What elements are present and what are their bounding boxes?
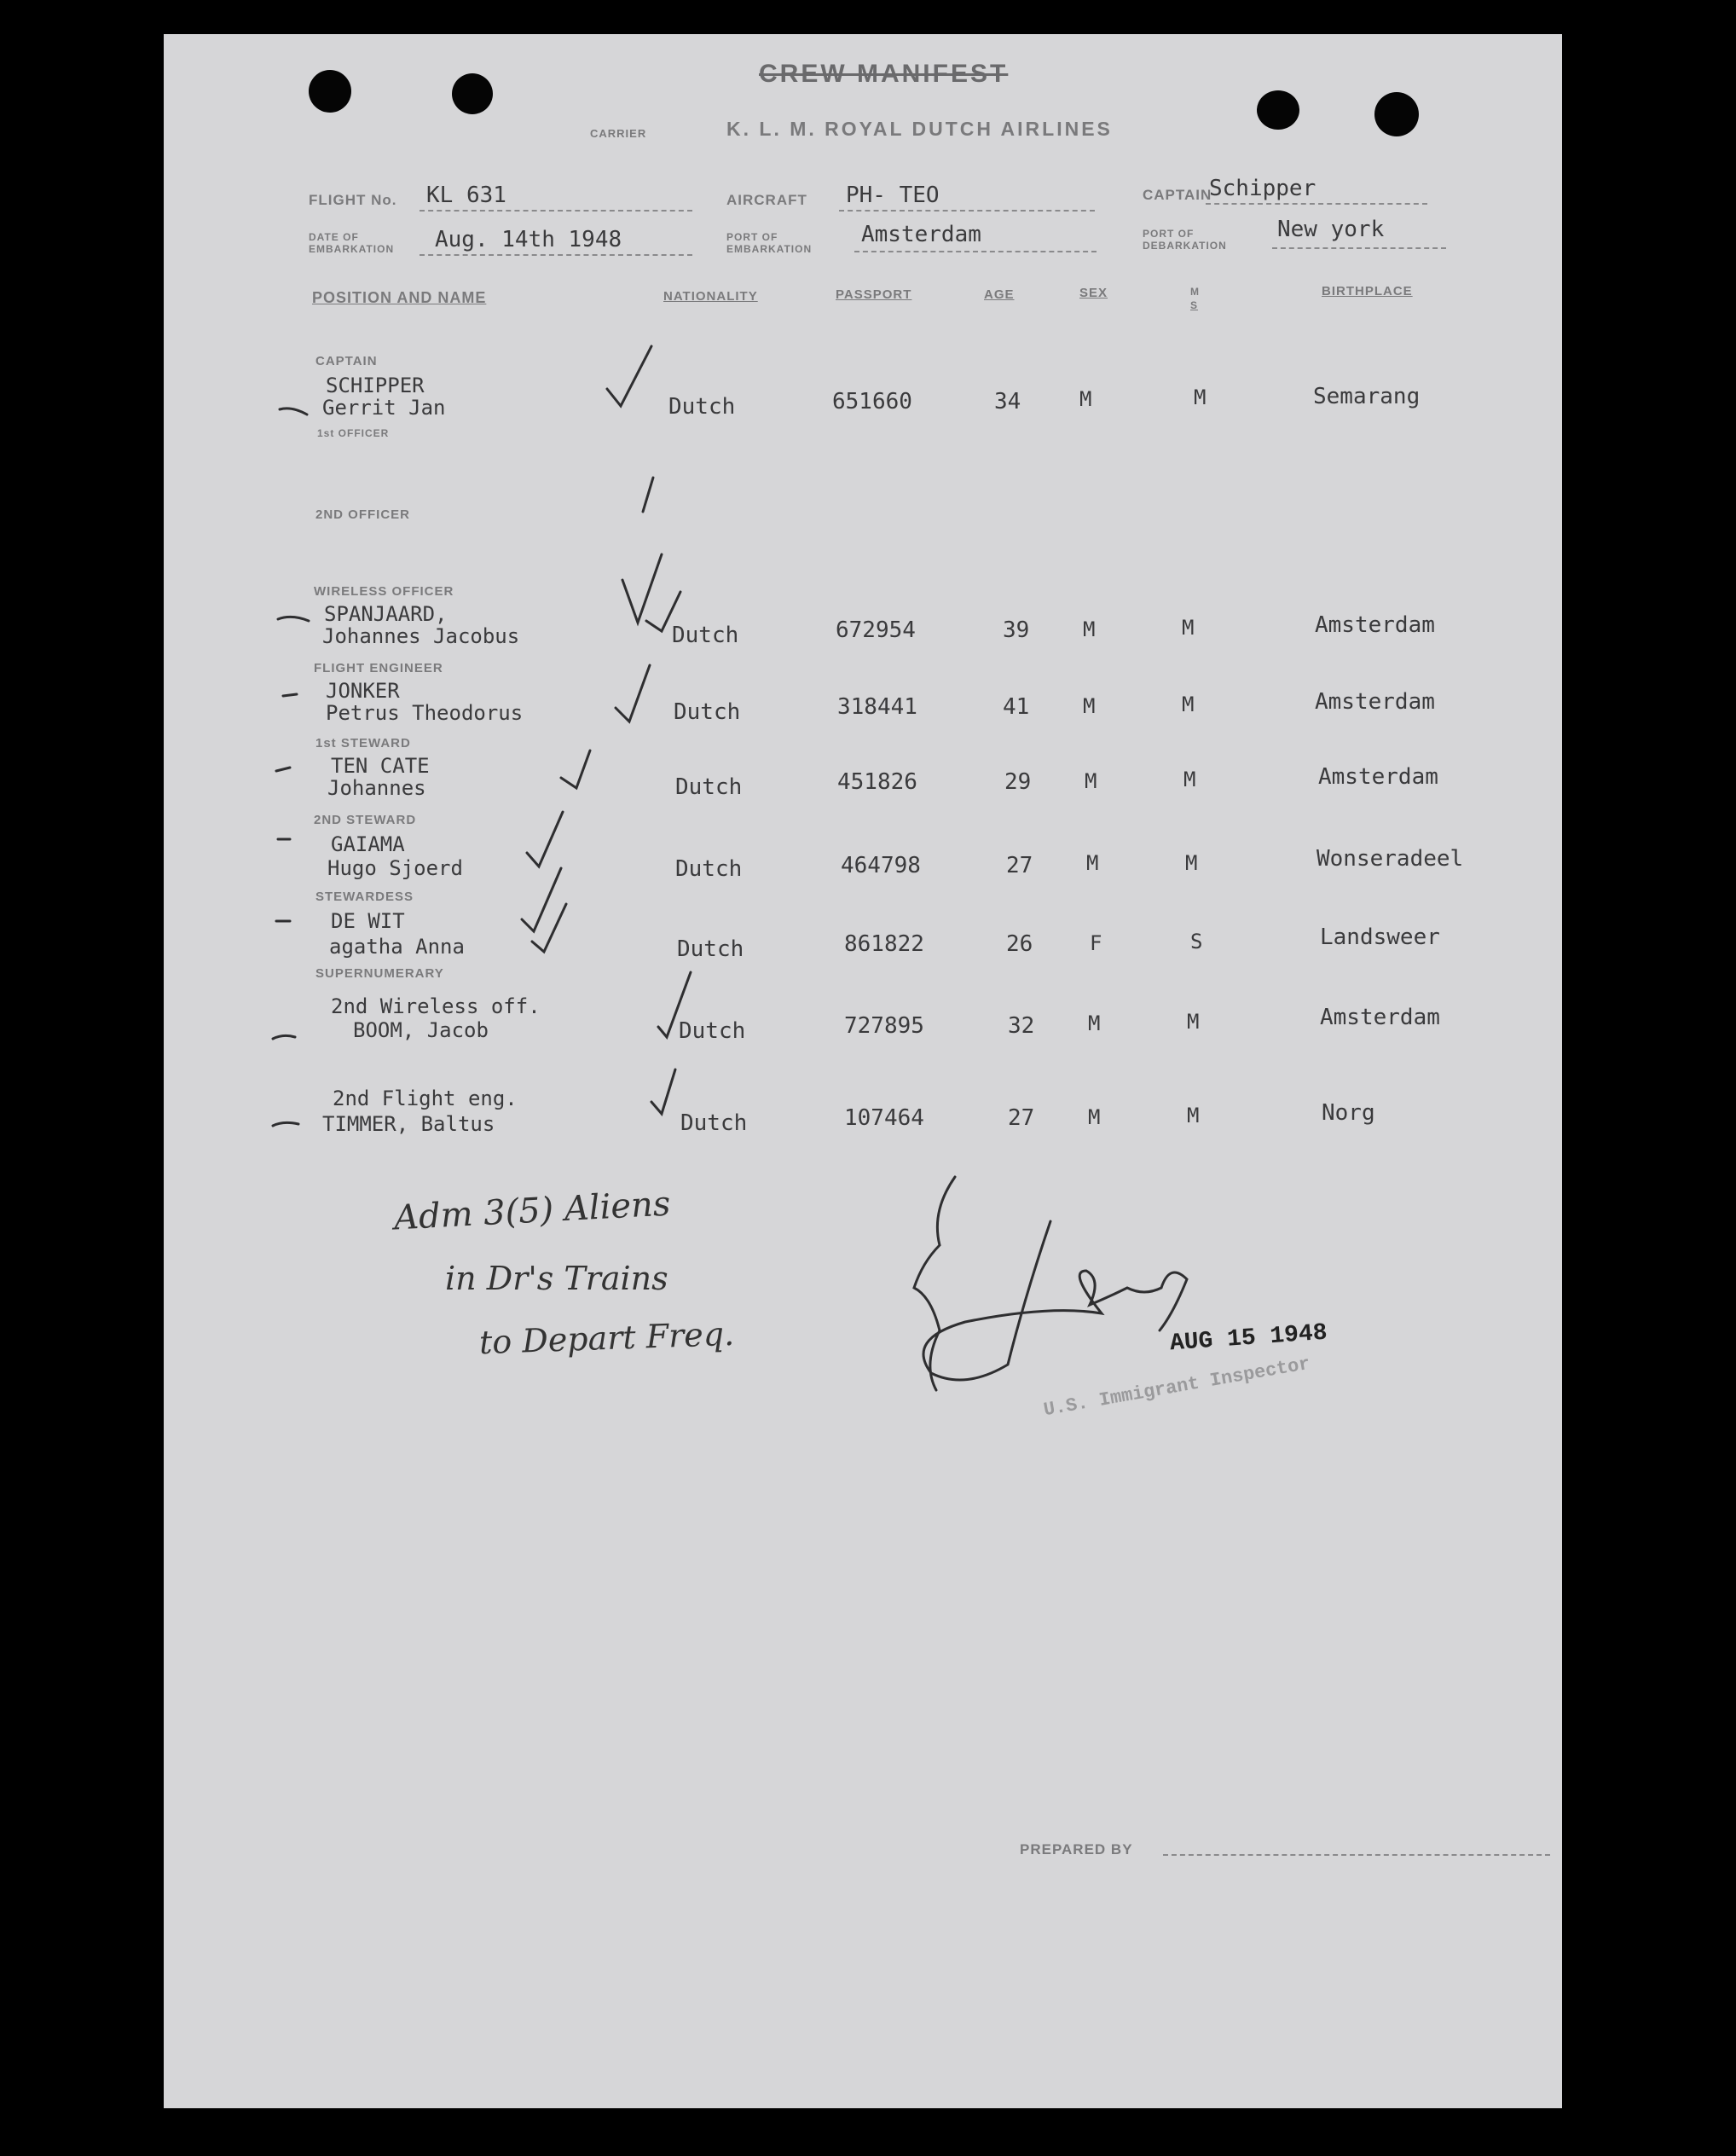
crew-passport: 464798 xyxy=(841,853,921,878)
crew-sex: M xyxy=(1085,769,1097,793)
crew-age: 27 xyxy=(1008,1105,1035,1131)
crew-sex: M xyxy=(1083,694,1096,718)
crew-birthplace: Wonseradeel xyxy=(1316,846,1464,872)
crew-passport: 672954 xyxy=(836,617,916,643)
crew-position: CAPTAIN xyxy=(315,354,378,368)
carrier-label: CARRIER xyxy=(590,127,647,140)
flight-value: KL 631 xyxy=(426,183,506,208)
crew-name-line2: Hugo Sjoerd xyxy=(327,856,463,880)
crew-position: FLIGHT ENGINEER xyxy=(314,661,443,675)
crew-name-line2: Johannes Jacobus xyxy=(322,624,520,648)
crew-nationality: Dutch xyxy=(680,1110,748,1136)
flight-label: FLIGHT No. xyxy=(309,192,397,208)
crew-name-line1: 2nd Wireless off. xyxy=(331,994,541,1018)
crew-name-line2: agatha Anna xyxy=(329,935,465,959)
annotation-line-2: in Dr's Trains xyxy=(445,1260,668,1297)
date-label-2: EMBARKATION xyxy=(309,243,395,255)
crew-birthplace: Norg xyxy=(1322,1100,1375,1126)
crew-nationality: Dutch xyxy=(677,936,744,962)
crew-nationality: Dutch xyxy=(675,856,743,882)
crew-age: 27 xyxy=(1006,853,1033,878)
crew-passport: 727895 xyxy=(844,1013,924,1039)
crew-nationality: Dutch xyxy=(668,394,736,420)
crew-name-line1: SPANJAARD, xyxy=(324,602,448,626)
crew-nationality: Dutch xyxy=(675,774,743,800)
crew-age: 29 xyxy=(1004,769,1032,795)
second-officer-label: 2ND OFFICER xyxy=(315,507,411,522)
crew-nationality: Dutch xyxy=(674,699,741,725)
crew-marital-status: M xyxy=(1194,385,1207,409)
port-embarkation-value: Amsterdam xyxy=(861,222,981,247)
col-birthplace: BIRTHPLACE xyxy=(1322,284,1413,298)
date-label-1: DATE OF xyxy=(309,231,359,243)
stamp-agency: U.S. Immigrant Inspector xyxy=(1042,1353,1312,1422)
first-officer-label: 1st OFFICER xyxy=(317,427,390,439)
crew-marital-status: M xyxy=(1187,1104,1200,1127)
aircraft-label: AIRCRAFT xyxy=(726,192,807,208)
crew-birthplace: Amsterdam xyxy=(1320,1005,1440,1030)
crew-position: WIRELESS OFFICER xyxy=(314,584,454,599)
crew-position: SUPERNUMERARY xyxy=(315,966,444,981)
col-ms-1: M xyxy=(1190,286,1200,298)
crew-age: 39 xyxy=(1003,617,1030,643)
crew-sex: M xyxy=(1086,851,1099,875)
prepared-by-label: PREPARED BY xyxy=(1020,1841,1133,1858)
crew-sex: M xyxy=(1088,1011,1101,1035)
crew-name-line2: TIMMER, Baltus xyxy=(322,1112,495,1136)
crew-birthplace: Amsterdam xyxy=(1315,612,1435,638)
aircraft-value: PH- TEO xyxy=(846,183,940,208)
crew-sex: M xyxy=(1079,387,1092,411)
crew-passport: 107464 xyxy=(844,1105,924,1131)
crew-age: 34 xyxy=(994,389,1021,414)
col-nationality: NATIONALITY xyxy=(663,289,758,304)
crew-marital-status: M xyxy=(1187,1010,1200,1034)
col-passport: PASSPORT xyxy=(836,287,912,302)
crew-marital-status: M xyxy=(1182,693,1195,716)
crew-sex: F xyxy=(1090,931,1102,955)
col-position-name: POSITION AND NAME xyxy=(312,289,487,306)
captain-value: Schipper xyxy=(1209,176,1316,201)
crew-marital-status: M xyxy=(1183,768,1196,791)
crew-name-line1: JONKER xyxy=(326,679,400,703)
stamp-date: AUG 15 1948 xyxy=(1169,1319,1328,1358)
handwritten-check-marks xyxy=(164,34,1562,2108)
prepared-by-line xyxy=(1163,1854,1550,1856)
crew-name-line1: DE WIT xyxy=(331,909,405,933)
crew-position: STEWARDESS xyxy=(315,890,414,904)
port-emb-label-2: EMBARKATION xyxy=(726,243,813,255)
crew-age: 32 xyxy=(1008,1013,1035,1039)
crew-sex: M xyxy=(1083,617,1096,641)
crew-age: 26 xyxy=(1006,931,1033,957)
col-ms-2: S xyxy=(1190,299,1199,311)
crew-name-line1: TEN CATE xyxy=(331,754,430,778)
crew-marital-status: S xyxy=(1190,930,1203,953)
crew-name-line1: SCHIPPER xyxy=(326,374,425,397)
crew-passport: 861822 xyxy=(844,931,924,957)
manifest-page xyxy=(164,34,1562,2108)
carrier-value: K. L. M. ROYAL DUTCH AIRLINES xyxy=(726,118,1113,140)
annotation-line-1: Adm 3(5) Aliens xyxy=(393,1184,672,1238)
crew-position: 2ND STEWARD xyxy=(314,813,417,827)
page-title: CREW MANIFEST xyxy=(759,60,1009,88)
crew-birthplace: Amsterdam xyxy=(1318,764,1438,790)
crew-position: 1st STEWARD xyxy=(315,736,411,751)
crew-name-line2: Gerrit Jan xyxy=(322,396,446,420)
crew-marital-status: M xyxy=(1185,851,1198,875)
crew-name-line1: 2nd Flight eng. xyxy=(333,1087,518,1110)
annotation-line-3: to Depart Freq. xyxy=(478,1314,735,1362)
crew-name-line2: BOOM, Jacob xyxy=(353,1018,489,1042)
port-emb-label-1: PORT OF xyxy=(726,231,778,243)
col-sex: SEX xyxy=(1079,286,1108,300)
crew-passport: 318441 xyxy=(837,694,917,720)
crew-age: 41 xyxy=(1003,694,1030,720)
crew-passport: 651660 xyxy=(832,389,912,414)
crew-birthplace: Semarang xyxy=(1313,384,1421,409)
crew-sex: M xyxy=(1088,1105,1101,1129)
port-debarkation-value: New york xyxy=(1277,217,1385,242)
crew-marital-status: M xyxy=(1182,616,1195,640)
crew-name-line1: GAIAMA xyxy=(331,832,405,856)
col-age: AGE xyxy=(984,287,1015,302)
date-value: Aug. 14th 1948 xyxy=(435,227,622,252)
crew-birthplace: Landsweer xyxy=(1320,924,1440,950)
crew-name-line2: Johannes xyxy=(327,776,426,800)
crew-nationality: Dutch xyxy=(672,623,739,648)
captain-label: CAPTAIN xyxy=(1143,187,1212,203)
crew-nationality: Dutch xyxy=(679,1018,746,1044)
crew-birthplace: Amsterdam xyxy=(1315,689,1435,715)
crew-name-line2: Petrus Theodorus xyxy=(326,701,524,725)
port-deb-label-2: DEBARKATION xyxy=(1143,240,1227,252)
port-deb-label-1: PORT OF xyxy=(1143,228,1195,240)
crew-passport: 451826 xyxy=(837,769,917,795)
